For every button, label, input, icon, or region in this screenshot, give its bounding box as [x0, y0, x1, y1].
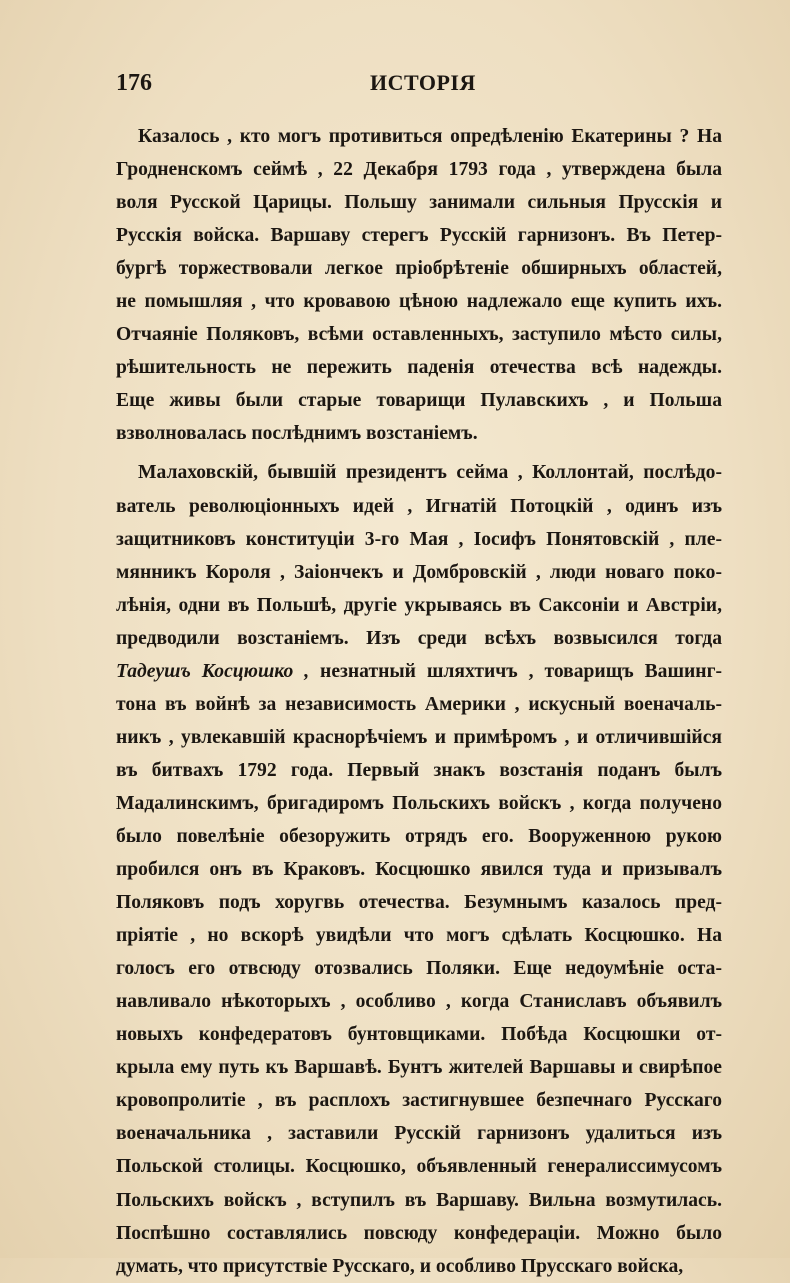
- text-line: предводили возстаніемъ. Изъ среди всѣхъ возвысился тогда: [116, 627, 722, 649]
- text-line: лѣнія, одни въ Польшѣ, другіе укрываясь въ Саксоніи и Австріи,: [116, 594, 722, 616]
- text-line: воля Русской Царицы. Польшу занимали сильныя Прусскія и: [116, 192, 722, 214]
- body-text: [116, 120, 722, 1283]
- text-line: бургѣ торжествовали легкое пріобрѣтеніе обширныхъ областей,: [116, 258, 722, 280]
- text-line: защитниковъ конституціи 3-го Мая , Іосифъ Понятовскій , пле-: [116, 528, 722, 550]
- text-line: въ битвахъ 1792 года. Первый знакъ возстанія поданъ былъ: [116, 759, 722, 781]
- text-line: навливало нѣкоторыхъ , особливо , когда Станиславъ объявилъ: [116, 991, 722, 1013]
- text-line: было повелѣніе обезоружить отрядъ его. Вооруженною рукою: [116, 825, 722, 847]
- text-line: рѣшительность не пережить паденія отечества всѣ надежды.: [116, 357, 722, 379]
- text-line: тона въ войнѣ за независимость Америки , искусный военачаль-: [116, 693, 722, 715]
- text-line: Польскихъ войскъ , вступилъ въ Варшаву. Вильна возмутилась.: [116, 1189, 722, 1211]
- text-line: Малаховскій, бывшій президентъ сейма , Коллонтай, послѣдо-: [138, 462, 722, 484]
- text-line: крыла ему путь къ Варшавѣ. Бунтъ жителей Варшавы и свирѣпое: [116, 1057, 722, 1079]
- text-line: Русскія войска. Варшаву стерегъ Русскій гарнизонъ. Въ Петер-: [116, 225, 722, 247]
- text-line: Гродненскомъ сеймѣ , 22 Декабря 1793 года , утверждена была: [116, 159, 722, 181]
- page-header: [116, 70, 716, 106]
- running-title: ИСТОРІЯ: [370, 70, 476, 95]
- text-line: Поспѣшно составлялись повсюду конфедераціи. Можно было: [116, 1222, 722, 1244]
- text-line: Еще живы были старые товарищи Пулавскихъ , и Польша: [116, 390, 722, 412]
- text-line: Поляковъ подъ хоругвь отечества. Безумнымъ казалось пред-: [116, 892, 722, 914]
- italic-name: Тадеушъ Косцюшко ,: [116, 660, 310, 682]
- text-line: пробился онъ въ Краковъ. Косцюшко явился туда и призывалъ: [116, 859, 722, 881]
- text-line: голосъ его отвсюду отозвались Поляки. Еще недоумѣніе оста-: [116, 958, 722, 980]
- text-line: военачальника , заставили Русскій гарнизонъ удалиться изъ: [116, 1123, 722, 1145]
- text-line: взволновалась послѣднимъ возстаніемъ.: [116, 423, 478, 445]
- text-line: Казалось , кто могъ противиться опредѣленію Екатерины ? На: [138, 126, 722, 147]
- page-number: 176: [116, 70, 152, 96]
- paragraph-1: [116, 120, 722, 450]
- text-line: Польской столицы. Косцюшко, объявленный генералиссимусомъ: [116, 1156, 722, 1178]
- text-line: думать, что присутствіе Русскаго, и особливо Прусскаго войска,: [116, 1255, 684, 1277]
- paragraph-2: [116, 456, 722, 1282]
- text-line: новыхъ конфедератовъ бунтовщиками. Побѣда Косцюшки от-: [116, 1024, 722, 1046]
- text-line: мянникъ Короля , Заіончекъ и Домбровскій , люди новаго поко-: [116, 561, 722, 583]
- text-line: Отчаяніе Поляковъ, всѣми оставленныхъ, заступило мѣсто силы,: [116, 324, 722, 346]
- text-line: [116, 655, 722, 688]
- text-line: кровопролитіе , въ расплохъ застигнувшее безпечнаго Русскаго: [116, 1090, 722, 1112]
- text-line: ватель революціонныхъ идей , Игнатій Потоцкій , одинъ изъ: [116, 495, 722, 517]
- text-line: Мадалинскимъ, бригадиромъ Польскихъ войскъ , когда получено: [116, 792, 722, 814]
- text-line: никъ , увлекавшій краснорѣчіемъ и примѣромъ , и отличившійся: [116, 726, 722, 748]
- text-line-rest: незнатный шляхтичъ , товарищъ Вашинг-: [309, 660, 722, 682]
- text-line: не помышляя , что кровавою цѣною надлежало еще купить ихъ.: [116, 291, 722, 313]
- text-line: пріятіе , но вскорѣ увидѣли что могъ сдѣлать Косцюшко. На: [116, 925, 722, 947]
